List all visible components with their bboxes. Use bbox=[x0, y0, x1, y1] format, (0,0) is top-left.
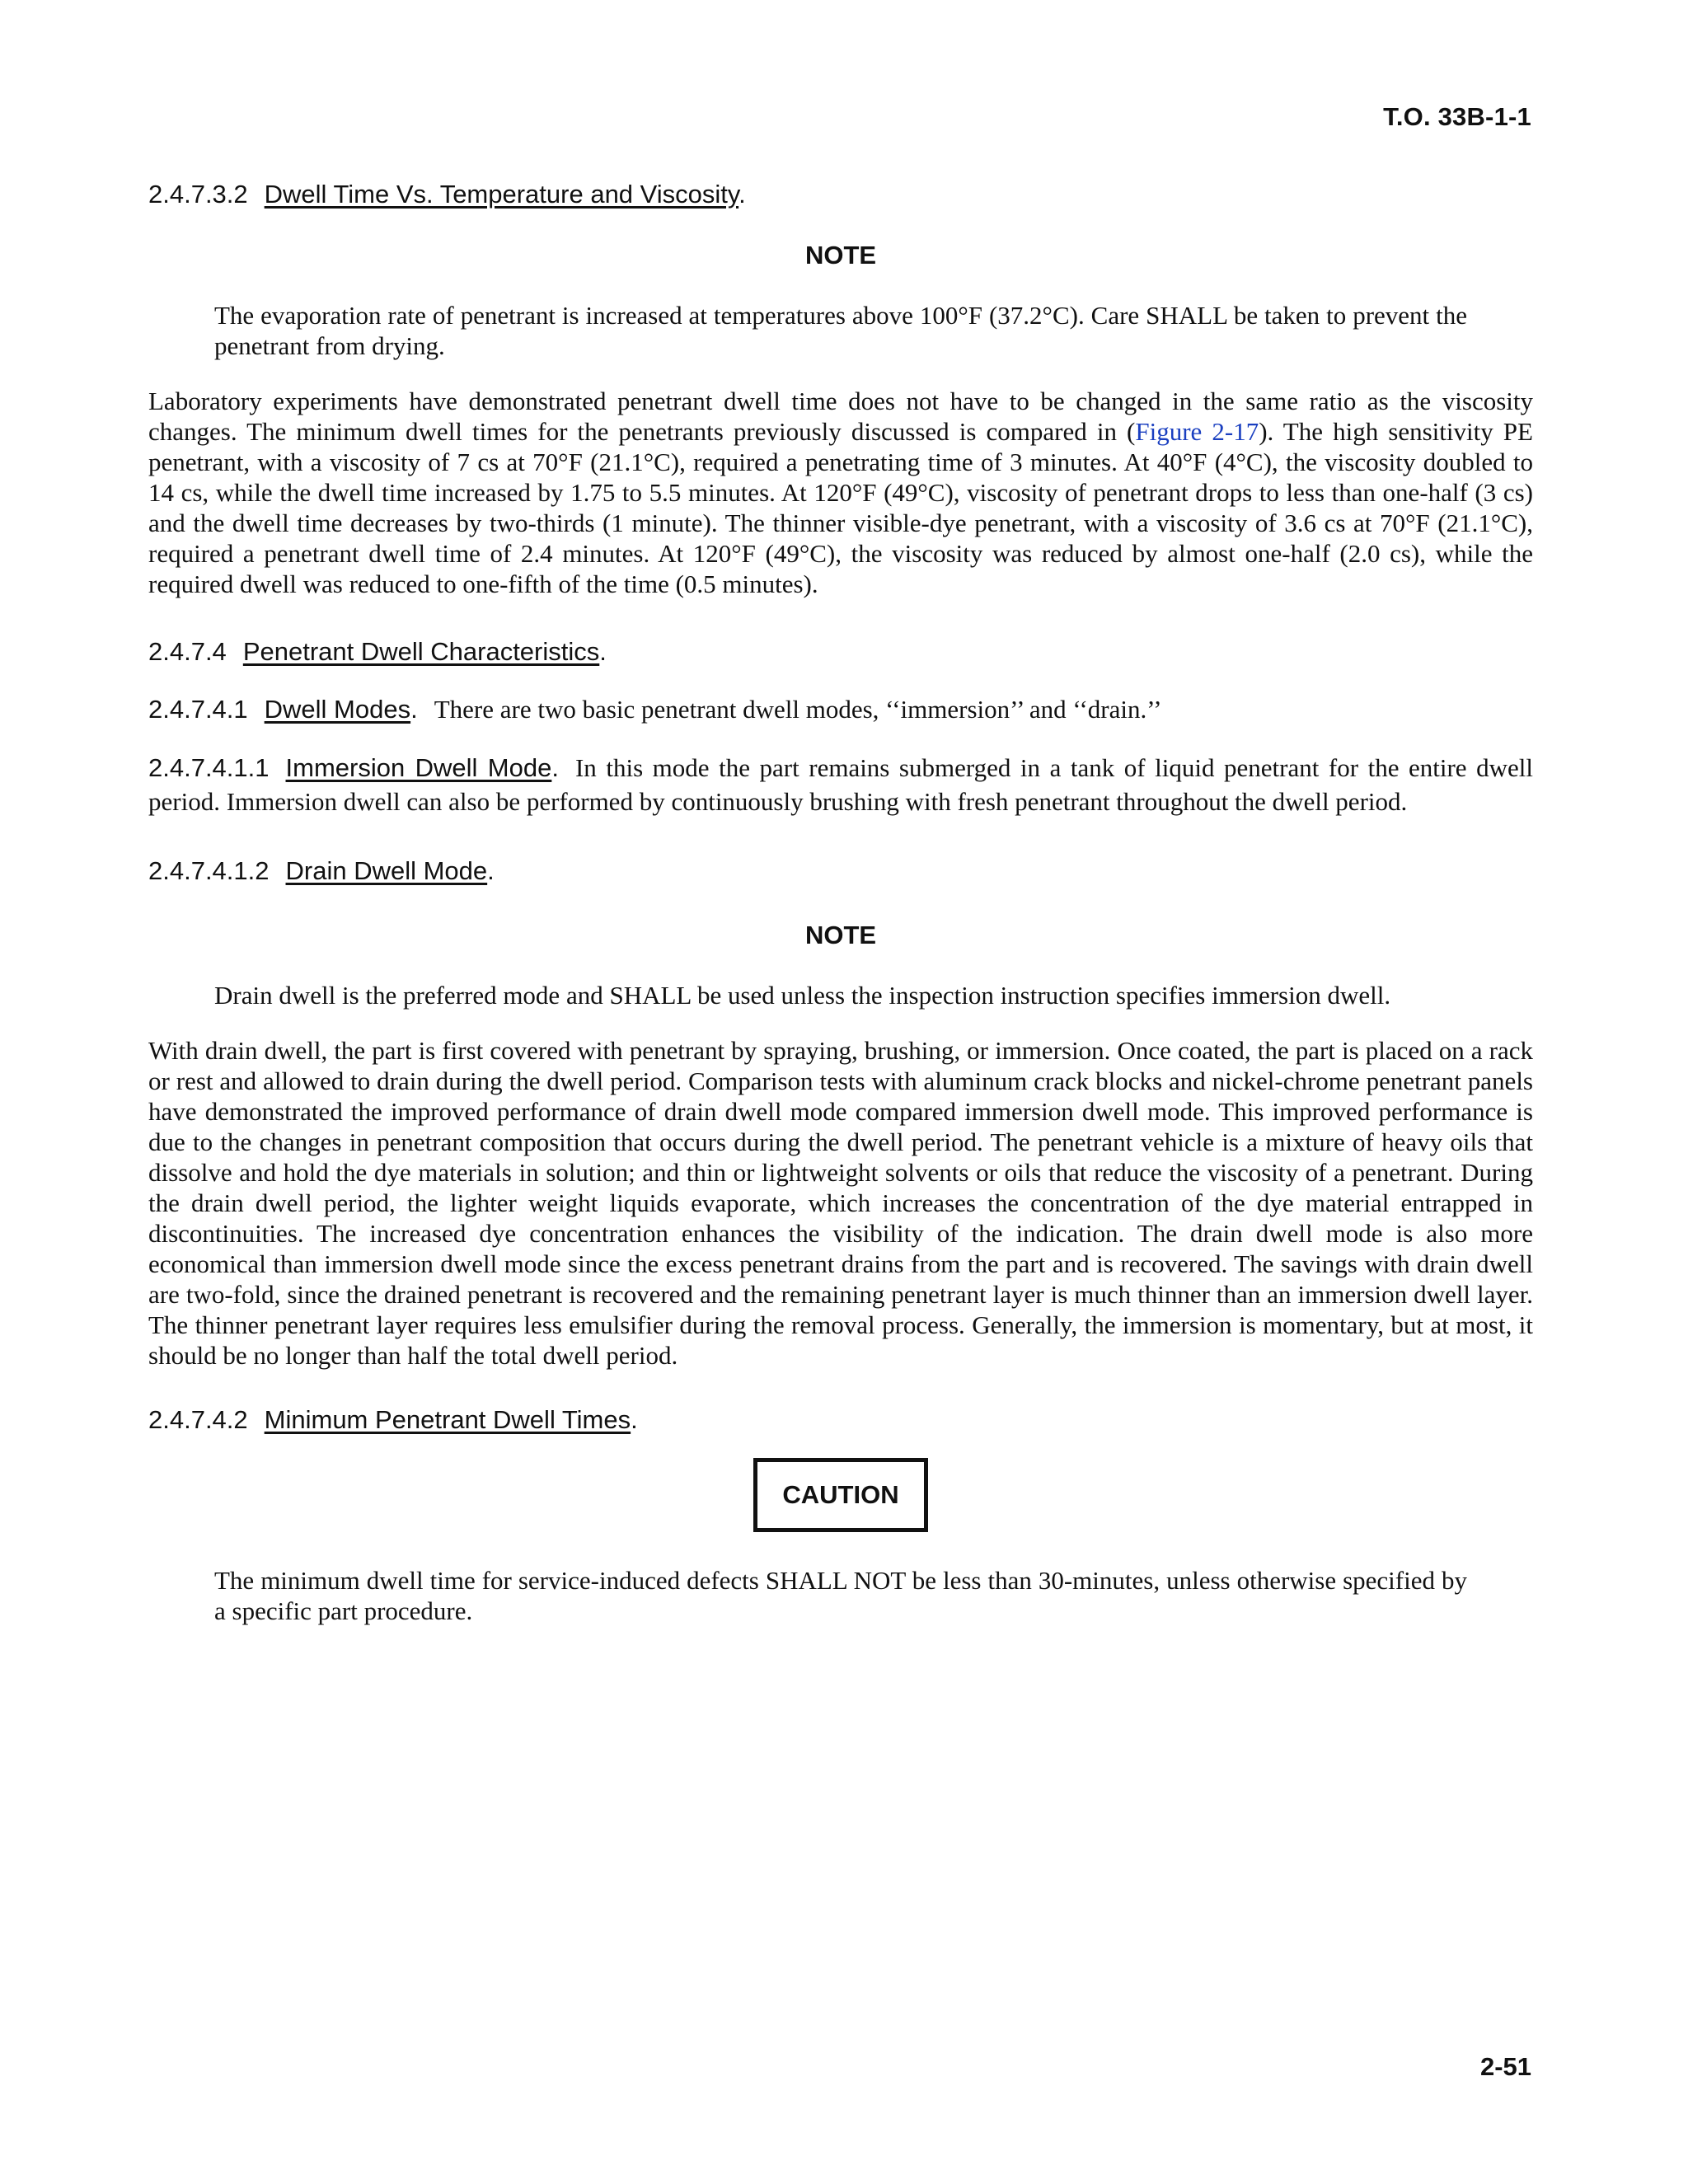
section-inline-text: There are two basic penetrant dwell modes, ‘‘immersion’’ and ‘‘drain.’’ bbox=[434, 695, 1162, 724]
paragraph-text: ). The high sensitivity PE penetrant, with a viscosity of 7 cs at 70°F (21.1°C), required a penetrating time of 3 minutes. At 40°F (4°C), the viscosity doubled to 14 cs, while the dwell time increased by 1.75 to 5.5 minutes. At 120°F (49°C), viscosity of penetrant drops to less than one-half (3 cs) and the dwell time decreases by two-thirds (1 minute). The thinner visible-dye penetrant, with a viscosity of 3.6 cs at 70°F (21.1°C), required a penetrant dwell time of 2.4 minutes. At 120°F (49°C), the viscosity was reduced by almost one-half (2.0 cs), while the required dwell was reduced to one-fifth of the time (0.5 minutes). bbox=[148, 417, 1533, 598]
section-number: 2.4.7.4 bbox=[148, 637, 227, 666]
viscosity-paragraph bbox=[148, 386, 1533, 599]
section-heading-2-4-7-4-1: 2.4.7.4.1 Dwell Modes. There are two basic penetrant dwell modes, ‘‘immersion’’ and ‘‘drain.’’ bbox=[148, 695, 1162, 724]
section-heading-2-4-7-4-1-1: 2.4.7.4.1.1 Immersion Dwell Mode. In this mode the part remains submerged in a tank of liquid penetrant for the entire dwell period. Immersion dwell can also be performed by continuously brushing with fresh penetrant throughout the dwell period. bbox=[148, 753, 1533, 816]
note-text: The evaporation rate of penetrant is increased at temperatures above 100°F (37.2°C). Care SHALL be taken to prevent the penetrant from drying. bbox=[214, 301, 1467, 360]
section-title: Minimum Penetrant Dwell Times bbox=[264, 1405, 631, 1434]
drain-dwell-paragraph: With drain dwell, the part is first covered with penetrant by spraying, brushing, or immersion. Once coated, the part is placed on a rack or rest and allowed to drain during the dwell period. Comparison tests with aluminum crack blocks and nickel-chrome penetrant panels have demonstrated the improved performance of drain dwell mode compared immersion dwell mode. This improved performance is due to the changes in penetrant composition that occurs during the dwell period. The penetrant vehicle is a mixture of heavy oils that dissolve and hold the dye materials in solution; and thin or lightweight solvents or oils that reduce the viscosity of a penetrant. During the drain dwell period, the lighter weight liquids evaporate, which increases the concentration of the dye material entrapped in discontinuities. The increased dye concentration enhances the visibility of the indication. The drain dwell mode is also more economical than immersion dwell mode since the excess penetrant drains from the part and is recovered. The savings with drain dwell are two-fold, since the drained penetrant is recovered and the remaining penetrant layer is much thinner than an immersion dwell layer. The thinner penetrant layer requires less emulsifier during the removal process. Generally, the immersion is momentary, but at most, it should be no longer than half the total dwell period. bbox=[148, 1036, 1533, 1370]
section-number: 2.4.7.4.1.2 bbox=[148, 856, 270, 885]
paragraph-text: Laboratory experiments have demonstrated penetrant dwell time does not have to be changed in the same ratio as the viscosity changes. The minimum dwell times for the penetrants previously discussed is compared in ( bbox=[148, 387, 1533, 446]
note-label: NOTE bbox=[804, 241, 877, 269]
section-number: 2.4.7.4.1.1 bbox=[148, 753, 270, 782]
section-number: 2.4.7.4.1 bbox=[148, 695, 248, 724]
page-content bbox=[148, 178, 1533, 1626]
section-title: Dwell Time Vs. Temperature and Viscosity bbox=[264, 180, 739, 209]
document-id-header: T.O. 33B-1-1 bbox=[1383, 102, 1531, 131]
section-inline-text: In this mode the part remains submerged in a tank of liquid penetrant for the entire dwell period. Immersion dwell can also be performed by continuously brushing with fresh penetrant throughout the dwell period. bbox=[148, 753, 1533, 816]
note-text: Drain dwell is the preferred mode and SHALL be used unless the inspection instruction specifies immersion dwell. bbox=[214, 981, 1391, 1010]
caution-wrapper bbox=[148, 1458, 1533, 1532]
note-label: NOTE bbox=[804, 921, 877, 949]
caution-text: The minimum dwell time for service-induced defects SHALL NOT be less than 30-minutes, unless otherwise specified by a specific part procedure. bbox=[214, 1566, 1467, 1625]
section-number: 2.4.7.4.2 bbox=[148, 1405, 248, 1434]
section-heading-2-4-7-4-1-2: 2.4.7.4.1.2 Drain Dwell Mode. bbox=[148, 856, 495, 885]
section-title: Penetrant Dwell Characteristics bbox=[242, 637, 600, 666]
section-title: Immersion Dwell Mode bbox=[285, 753, 552, 782]
section-heading-2-4-7-3-2: 2.4.7.3.2 Dwell Time Vs. Temperature and Viscosity. bbox=[148, 180, 746, 209]
section-title: Dwell Modes bbox=[264, 695, 411, 724]
section-number: 2.4.7.3.2 bbox=[148, 180, 248, 209]
caution-label-box: CAUTION bbox=[753, 1458, 927, 1532]
figure-link[interactable]: Figure 2-17 bbox=[1135, 417, 1259, 446]
section-heading-2-4-7-4-2: 2.4.7.4.2 Minimum Penetrant Dwell Times. bbox=[148, 1405, 638, 1434]
section-title: Drain Dwell Mode bbox=[285, 856, 488, 885]
page-number-footer: 2-51 bbox=[1479, 2052, 1531, 2081]
section-heading-2-4-7-4: 2.4.7.4 Penetrant Dwell Characteristics. bbox=[148, 637, 607, 666]
